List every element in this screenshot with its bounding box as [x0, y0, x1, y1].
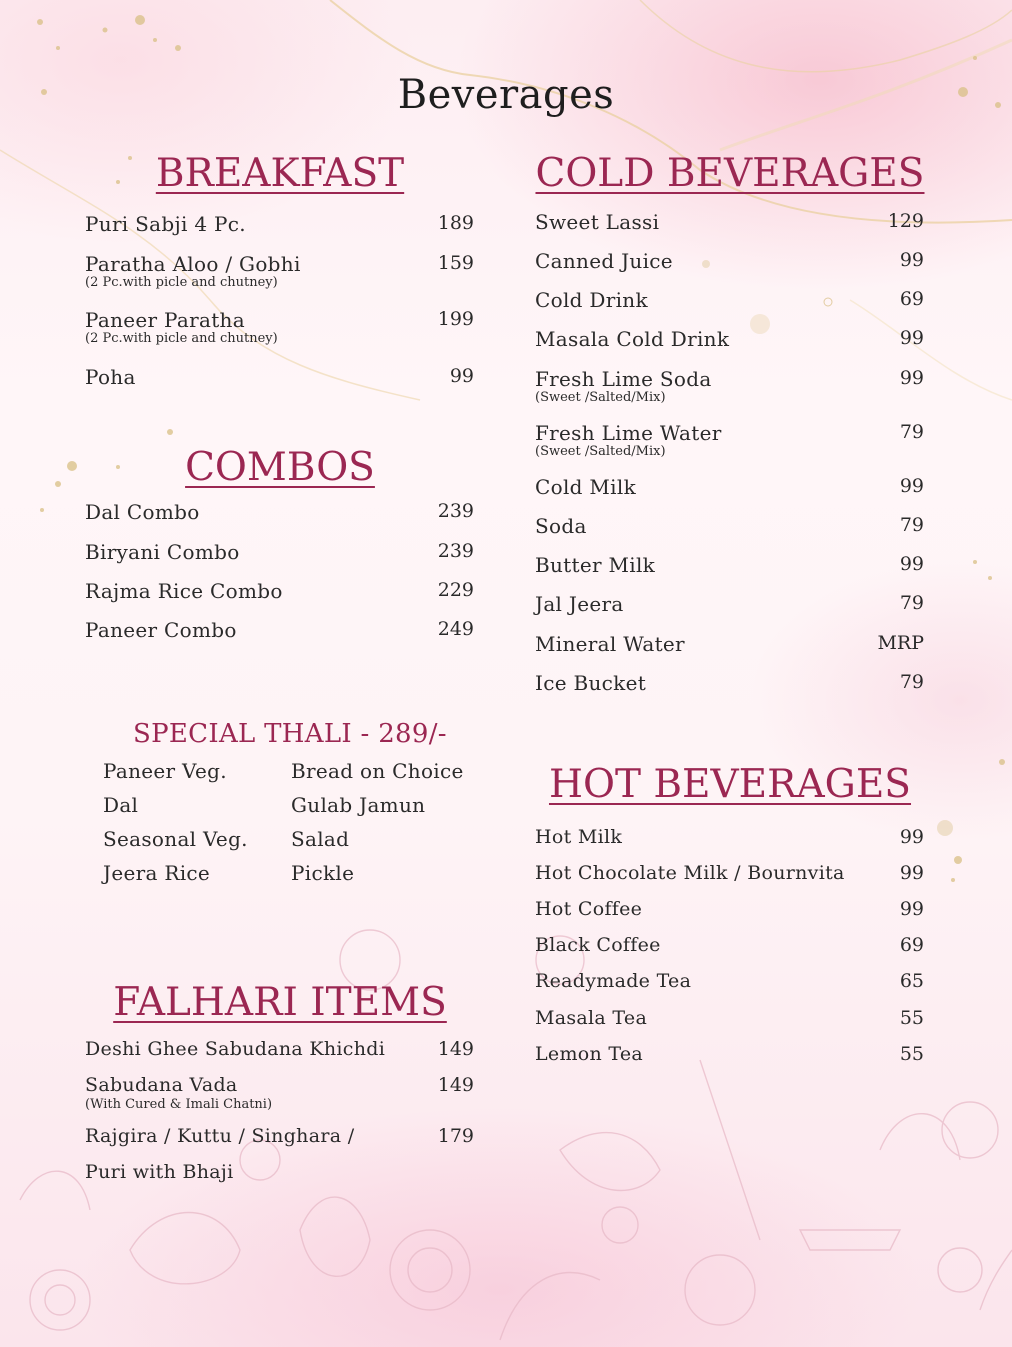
item-price: 179: [437, 1125, 474, 1147]
item-price: 229: [437, 579, 474, 601]
item-note: (Sweet /Salted/Mix): [535, 444, 666, 459]
item-name: Poha: [85, 365, 136, 389]
cold-beverage-item: [535, 514, 924, 540]
item-price: 99: [449, 365, 474, 387]
combo-item: [85, 618, 474, 644]
hot-beverage-item: [535, 1007, 924, 1033]
item-name: Cold Drink: [535, 288, 648, 312]
item-name: Ice Bucket: [535, 671, 647, 695]
item-price: 99: [899, 553, 924, 575]
item-price: 189: [437, 212, 474, 234]
item-price: 99: [899, 862, 924, 884]
item-name: Hot Chocolate Milk / Bournvita: [535, 862, 845, 884]
item-name: Dal Combo: [85, 500, 200, 524]
cold-beverage-item: [535, 671, 924, 697]
item-price: 159: [437, 252, 474, 274]
item-name: Soda: [535, 514, 587, 538]
item-name: Hot Milk: [535, 826, 623, 848]
falhari-item: [85, 1125, 474, 1151]
hot-beverage-item: [535, 934, 924, 960]
item-name: Paratha Aloo / Gobhi: [85, 252, 301, 276]
item-price: 99: [899, 475, 924, 497]
item-price: 99: [899, 367, 924, 389]
falhari-item: [85, 1038, 474, 1064]
item-price: 79: [899, 671, 924, 693]
item-name: Paneer Combo: [85, 618, 237, 642]
combo-item: [85, 579, 474, 605]
item-name: Sweet Lassi: [535, 210, 660, 234]
item-price: 249: [437, 618, 474, 640]
item-note: (With Cured & Imali Chatni): [85, 1097, 273, 1112]
item-name: Rajma Rice Combo: [85, 579, 283, 603]
cold-beverage-item: [535, 632, 924, 658]
hot-beverage-item: [535, 862, 924, 888]
breakfast-item: [85, 212, 474, 238]
cold-beverage-item: [535, 327, 924, 353]
cold-beverage-item: [535, 421, 924, 465]
item-name: Lemon Tea: [535, 1043, 644, 1065]
breakfast-heading: BREAKFAST: [155, 151, 405, 196]
item-price: 239: [437, 540, 474, 562]
item-price: 55: [899, 1007, 924, 1029]
item-name: Cold Milk: [535, 475, 636, 499]
item-name: Masala Tea: [535, 1007, 648, 1029]
special-thali-heading: SPECIAL THALI - 289/-: [133, 719, 447, 749]
item-price: 79: [899, 514, 924, 536]
breakfast-item: [85, 365, 474, 391]
breakfast-item: [85, 308, 474, 352]
cold-beverage-item: [535, 592, 924, 618]
cold-beverages-heading: COLD BEVERAGES: [535, 151, 925, 196]
thali-item: Dal: [103, 793, 139, 817]
item-name: Hot Coffee: [535, 898, 643, 920]
item-price: 239: [437, 500, 474, 522]
item-price: 69: [899, 288, 924, 310]
item-name: Deshi Ghee Sabudana Khichdi: [85, 1038, 386, 1060]
item-name: Masala Cold Drink: [535, 327, 730, 351]
item-note: (Sweet /Salted/Mix): [535, 390, 666, 405]
hot-beverage-item: [535, 826, 924, 852]
item-name: Mineral Water: [535, 632, 685, 656]
breakfast-item: [85, 252, 474, 296]
cold-beverage-item: [535, 210, 924, 236]
falhari-item: [85, 1161, 474, 1187]
item-name: Biryani Combo: [85, 540, 240, 564]
item-name: Black Coffee: [535, 934, 661, 956]
item-price: 99: [899, 327, 924, 349]
item-price: 99: [899, 826, 924, 848]
item-price: 199: [437, 308, 474, 330]
item-price: 129: [887, 210, 924, 232]
hot-beverage-item: [535, 1043, 924, 1069]
item-price: 149: [437, 1074, 474, 1096]
item-price: 79: [899, 421, 924, 443]
thali-item: Pickle: [291, 861, 355, 885]
item-name: Fresh Lime Water: [535, 421, 722, 445]
item-price: MRP: [877, 632, 924, 654]
thali-item: Paneer Veg.: [103, 759, 227, 783]
hot-beverage-item: [535, 898, 924, 924]
item-name: Readymade Tea: [535, 970, 692, 992]
thali-item: Seasonal Veg.: [103, 827, 248, 851]
item-note: (2 Pc.with picle and chutney): [85, 275, 278, 290]
item-name: Puri Sabji 4 Pc.: [85, 212, 246, 236]
item-name: Fresh Lime Soda: [535, 367, 712, 391]
item-name: Paneer Paratha: [85, 308, 245, 332]
hot-beverages-heading: HOT BEVERAGES: [548, 762, 912, 807]
page-title: Beverages: [397, 72, 615, 118]
thali-item: Gulab Jamun: [291, 793, 426, 817]
item-price: 55: [899, 1043, 924, 1065]
thali-item: Salad: [291, 827, 350, 851]
item-price: 79: [899, 592, 924, 614]
item-name: Puri with Bhaji: [85, 1161, 234, 1183]
cold-beverage-item: [535, 288, 924, 314]
item-name: Butter Milk: [535, 553, 656, 577]
combo-item: [85, 540, 474, 566]
falhari-item: [85, 1074, 474, 1118]
item-price: 69: [899, 934, 924, 956]
hot-beverage-item: [535, 970, 924, 996]
combos-heading: COMBOS: [185, 445, 375, 490]
item-name: Jal Jeera: [535, 592, 624, 616]
cold-beverage-item: [535, 249, 924, 275]
item-name: Canned Juice: [535, 249, 673, 273]
thali-item: Bread on Choice: [291, 759, 464, 783]
item-note: (2 Pc.with picle and chutney): [85, 331, 278, 346]
falhari-heading: FALHARI ITEMS: [113, 980, 447, 1025]
cold-beverage-item: [535, 367, 924, 411]
item-name: Sabudana Vada: [85, 1074, 238, 1096]
item-price: 99: [899, 249, 924, 271]
combo-item: [85, 500, 474, 526]
cold-beverage-item: [535, 475, 924, 501]
item-price: 99: [899, 898, 924, 920]
item-name: Rajgira / Kuttu / Singhara /: [85, 1125, 355, 1147]
item-price: 149: [437, 1038, 474, 1060]
cold-beverage-item: [535, 553, 924, 579]
thali-item: Jeera Rice: [103, 861, 211, 885]
item-price: 65: [899, 970, 924, 992]
